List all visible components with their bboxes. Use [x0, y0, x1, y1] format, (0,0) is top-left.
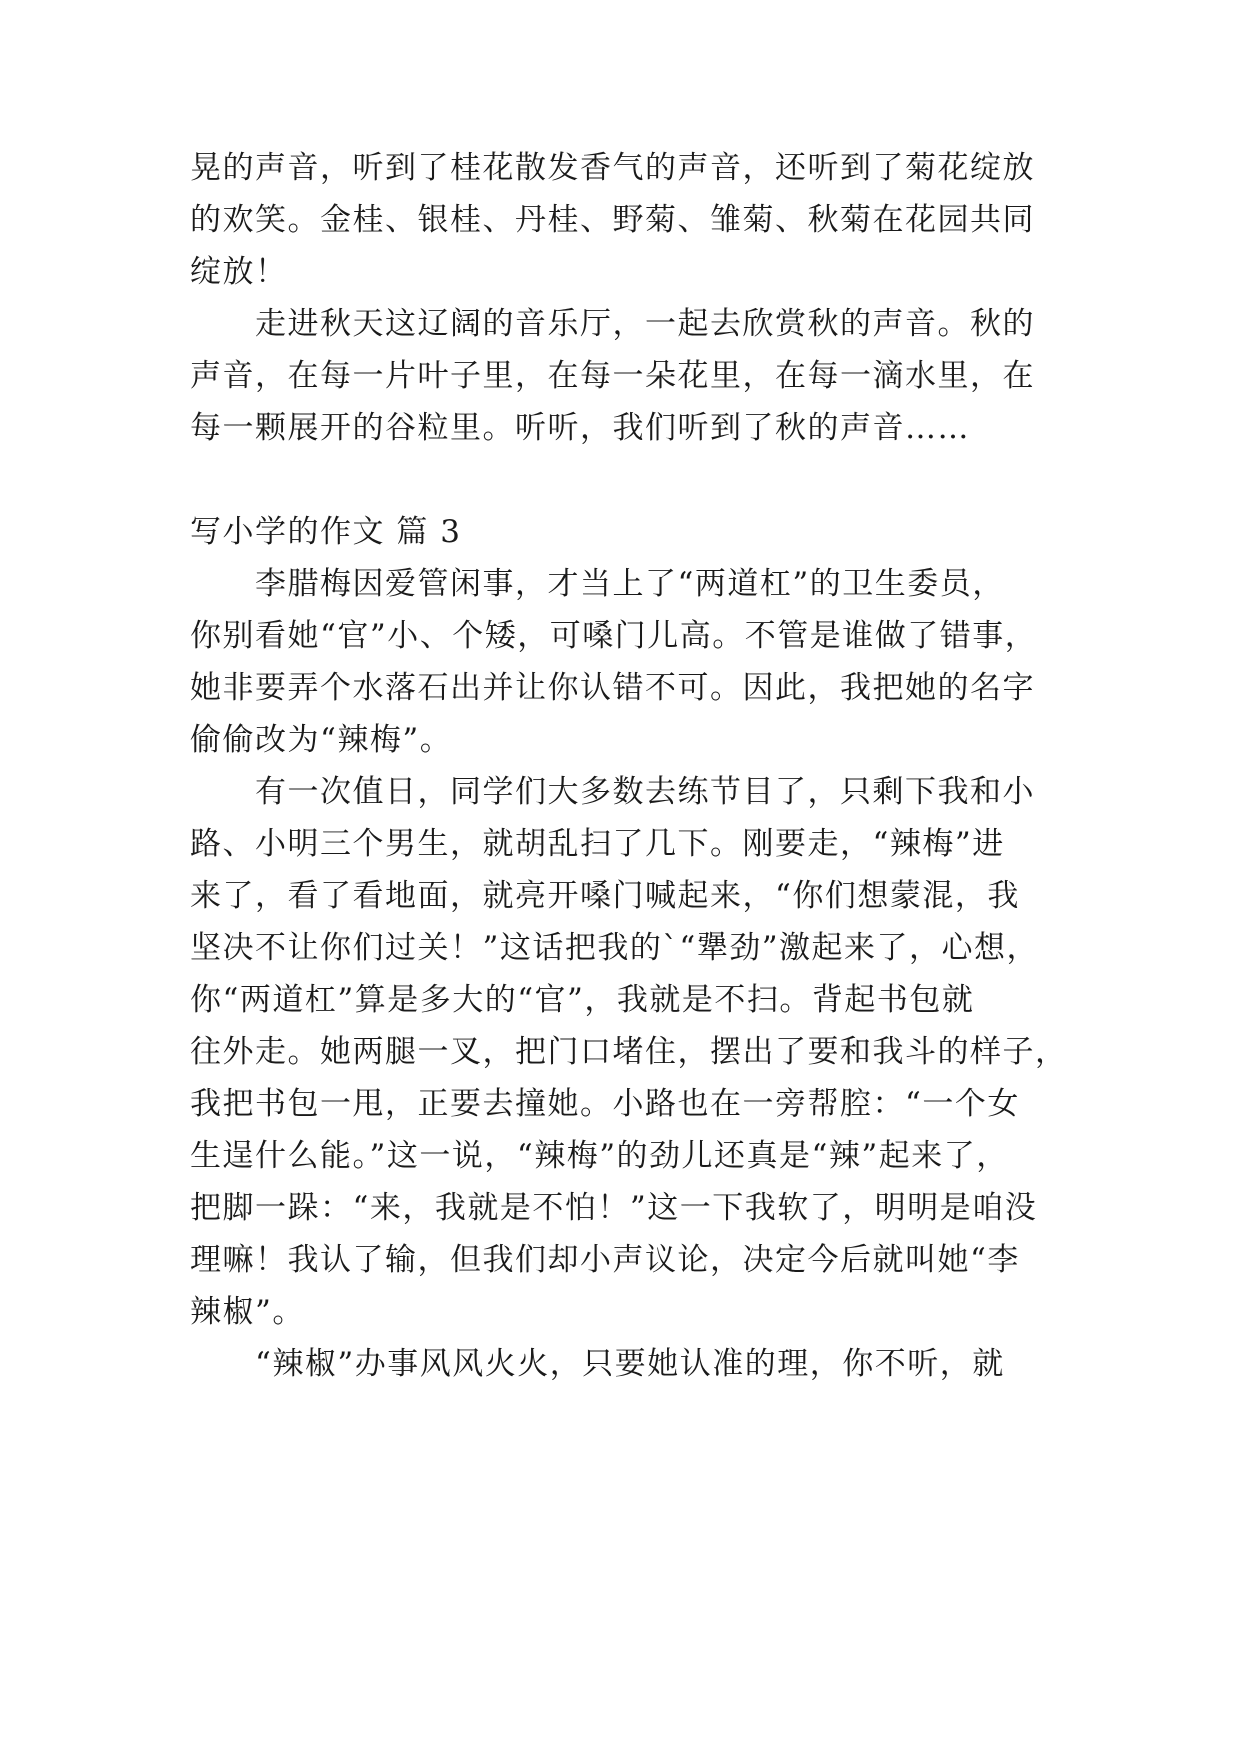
text-line: 有一次值日，同学们大多数去练节目了，只剩下我和小	[255, 774, 1035, 810]
text-line: 来了，看了看地面，就亮开嗓门喊起来，“你们想蒙混，我	[190, 878, 1020, 914]
section-heading: 写小学的作文 篇 3	[190, 514, 462, 550]
text-line: 晃的声音，听到了桂花散发香气的声音，还听到了菊花绽放	[190, 150, 1035, 186]
text-line: 往外走。她两腿一叉，把门口堵住，摆出了要和我斗的样子，	[190, 1034, 1068, 1070]
text-line: 你“两道杠”算是多大的“官”，我就是不扫。背起书包就	[190, 982, 975, 1018]
text-line: 走进秋天这辽阔的音乐厅，一起去欣赏秋的声音。秋的	[255, 306, 1035, 342]
text-line: 辣椒”。	[190, 1294, 305, 1330]
text-line: 声音，在每一片叶子里，在每一朵花里，在每一滴水里，在	[190, 358, 1035, 394]
text-line: 理嘛！我认了输，但我们却小声议论，决定今后就叫她“李	[190, 1242, 1020, 1278]
text-line: 坚决不让你们过关！”这话把我的`“犟劲”激起来了，心想，	[190, 930, 1040, 966]
text-line: 每一颗展开的谷粒里。听听，我们听到了秋的声音……	[190, 410, 970, 446]
text-line: 偷偷改为“辣梅”。	[190, 722, 453, 758]
text-line: 生逞什么能。”这一说，“辣梅”的劲儿还真是“辣”起来了，	[190, 1138, 1009, 1174]
text-line: 李腊梅因爱管闲事，才当上了“两道杠”的卫生委员，	[255, 566, 1005, 602]
text-line: 她非要弄个水落石出并让你认错不可。因此，我把她的名字	[190, 670, 1035, 706]
text-line: 的欢笑。金桂、银桂、丹桂、野菊、雏菊、秋菊在花园共同	[190, 202, 1035, 238]
text-line: 绽放！	[190, 254, 288, 290]
text-line: 路、小明三个男生，就胡乱扫了几下。刚要走，“辣梅”进	[190, 826, 1005, 862]
text-line: 你别看她“官”小、个矮，可嗓门儿高。不管是谁做了错事，	[190, 618, 1038, 654]
text-line: 把脚一跺：“来，我就是不怕！”这一下我软了，明明是咱没	[190, 1190, 1038, 1226]
text-line: 我把书包一甩，正要去撞她。小路也在一旁帮腔：“一个女	[190, 1086, 1020, 1122]
text-line: “辣椒”办事风风火火，只要她认准的理，你不听，就	[255, 1346, 1005, 1382]
